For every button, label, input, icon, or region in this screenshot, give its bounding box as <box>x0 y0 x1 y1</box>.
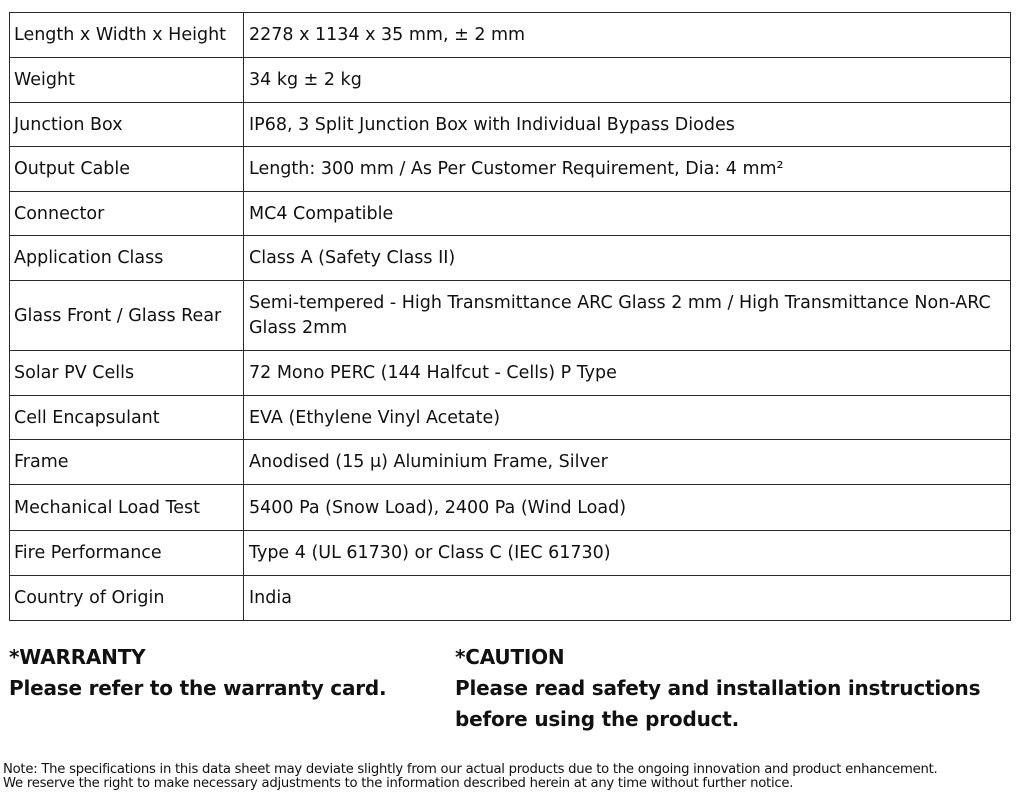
spec-label: Cell Encapsulant <box>10 396 244 440</box>
spec-label: Connector <box>10 192 244 236</box>
spec-row-glass <box>10 281 1011 351</box>
spec-row-cell-encapsulant <box>10 396 1011 440</box>
spec-label: Length x Width x Height <box>10 13 244 58</box>
spec-label: Output Cable <box>10 147 244 192</box>
spec-label: Fire Performance <box>10 531 244 576</box>
spec-label: Mechanical Load Test <box>10 485 244 531</box>
spec-value: Length: 300 mm / As Per Customer Requirement, Dia: 4 mm² <box>244 147 1011 192</box>
caution-text-line-1: Please read safety and installation instructions <box>455 676 981 700</box>
spec-label: Frame <box>10 440 244 485</box>
spec-row-country-of-origin <box>10 576 1011 621</box>
warranty-heading: *WARRANTY <box>9 645 146 669</box>
spec-row-output-cable <box>10 147 1011 192</box>
spec-value: 34 kg ± 2 kg <box>244 58 1011 103</box>
spec-value: IP68, 3 Split Junction Box with Individual Bypass Diodes <box>244 103 1011 147</box>
spec-value: Class A (Safety Class II) <box>244 236 1011 281</box>
specifications-table <box>9 12 1011 621</box>
warranty-text: Please refer to the warranty card. <box>9 676 387 700</box>
disclaimer-note <box>3 763 937 791</box>
spec-label: Country of Origin <box>10 576 244 621</box>
spec-value: 72 Mono PERC (144 Halfcut - Cells) P Type <box>244 351 1011 396</box>
spec-value: EVA (Ethylene Vinyl Acetate) <box>244 396 1011 440</box>
caution-text-line-2: before using the product. <box>455 707 740 731</box>
spec-label: Weight <box>10 58 244 103</box>
spec-value: 5400 Pa (Snow Load), 2400 Pa (Wind Load) <box>244 485 1011 531</box>
spec-value: Type 4 (UL 61730) or Class C (IEC 61730) <box>244 531 1011 576</box>
spec-row-connector <box>10 192 1011 236</box>
spec-row-mechanical-load-test <box>10 485 1011 531</box>
caution-notice <box>455 642 980 735</box>
spec-value: 2278 x 1134 x 35 mm, ± 2 mm <box>244 13 1011 58</box>
disclaimer-line-2: We reserve the right to make necessary adjustments to the information described herein at any time without further notice. <box>3 776 794 791</box>
spec-row-fire-performance <box>10 531 1011 576</box>
spec-label: Glass Front / Glass Rear <box>10 281 244 351</box>
spec-value: Semi-tempered - High Transmittance ARC Glass 2 mm / High Transmittance Non-ARC Glass 2mm <box>244 281 1011 351</box>
spec-row-dimensions <box>10 13 1011 58</box>
spec-row-application-class <box>10 236 1011 281</box>
spec-row-junction-box <box>10 103 1011 147</box>
spec-value: India <box>244 576 1011 621</box>
spec-value: MC4 Compatible <box>244 192 1011 236</box>
disclaimer-line-1: Note: The specifications in this data sheet may deviate slightly from our actual products due to the ongoing innovation and product enhancement. <box>3 762 938 777</box>
spec-row-weight <box>10 58 1011 103</box>
spec-label: Solar PV Cells <box>10 351 244 396</box>
caution-heading: *CAUTION <box>455 645 565 669</box>
spec-value: Anodised (15 μ) Aluminium Frame, Silver <box>244 440 1011 485</box>
spec-row-solar-pv-cells <box>10 351 1011 396</box>
spec-label: Junction Box <box>10 103 244 147</box>
spec-label: Application Class <box>10 236 244 281</box>
warranty-notice <box>9 642 386 704</box>
spec-row-frame <box>10 440 1011 485</box>
